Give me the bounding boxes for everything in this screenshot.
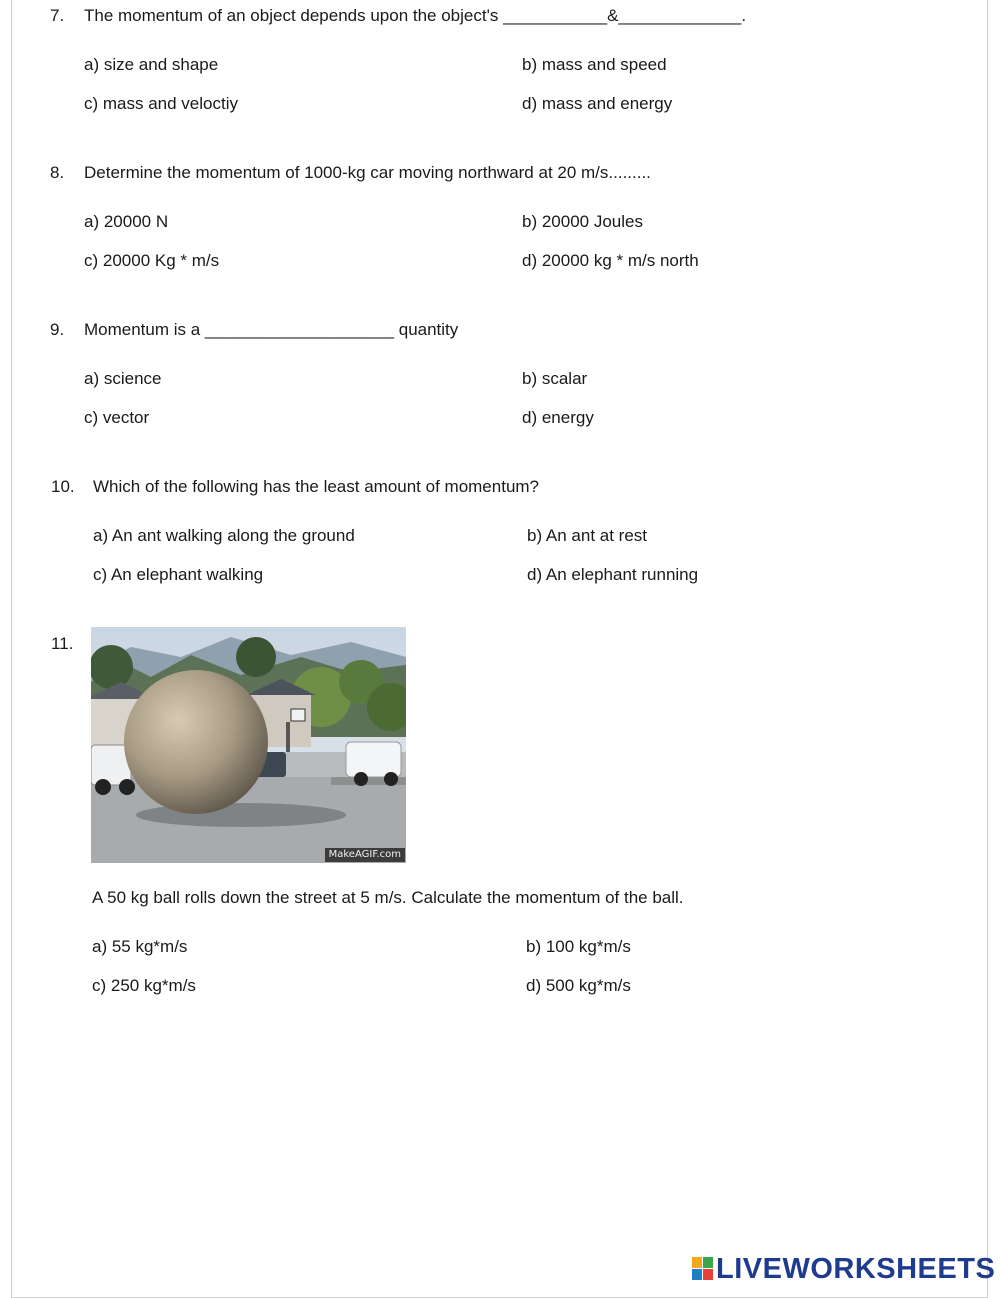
question-7-option-b[interactable]: b) mass and speed bbox=[522, 55, 667, 74]
question-10-option-d[interactable]: d) An elephant running bbox=[527, 565, 699, 584]
liveworksheets-logo-text: LIVEWORKSHEETS bbox=[716, 1253, 996, 1285]
question-11-option-d[interactable]: d) 500 kg*m/s bbox=[526, 976, 631, 995]
question-8-number: 8. bbox=[50, 163, 65, 182]
question-7-number: 7. bbox=[50, 6, 65, 25]
question-7-option-c[interactable]: c) mass and veloctiy bbox=[84, 94, 238, 113]
question-8-option-a[interactable]: a) 20000 N bbox=[84, 212, 169, 231]
liveworksheets-logo-icon bbox=[692, 1257, 714, 1281]
question-7-option-d[interactable]: d) mass and energy bbox=[522, 94, 673, 113]
question-10-option-a[interactable]: a) An ant walking along the ground bbox=[93, 526, 355, 545]
question-7-option-a[interactable]: a) size and shape bbox=[84, 55, 219, 74]
question-11-number: 11. bbox=[51, 634, 74, 653]
question-8-option-c[interactable]: c) 20000 Kg * m/s bbox=[84, 251, 220, 270]
image-watermark: MakeAGIF.com bbox=[325, 848, 405, 862]
question-9-number: 9. bbox=[50, 320, 65, 339]
question-11-option-c[interactable]: c) 250 kg*m/s bbox=[92, 976, 196, 995]
question-11-option-a[interactable]: a) 55 kg*m/s bbox=[92, 937, 188, 956]
question-9-option-d[interactable]: d) energy bbox=[522, 408, 594, 427]
rolling-ball-image bbox=[91, 627, 406, 863]
liveworksheets-logo[interactable] bbox=[692, 1254, 995, 1284]
question-9-option-c[interactable]: c) vector bbox=[84, 408, 150, 427]
question-9-text: Momentum is a ____________________ quantity bbox=[84, 320, 459, 339]
question-8-option-d[interactable]: d) 20000 kg * m/s north bbox=[522, 251, 699, 270]
question-9-option-a[interactable]: a) science bbox=[84, 369, 162, 388]
question-11-text: A 50 kg ball rolls down the street at 5 m/s. Calculate the momentum of the ball. bbox=[92, 888, 684, 907]
question-8-option-b[interactable]: b) 20000 Joules bbox=[522, 212, 643, 231]
question-10-option-b[interactable]: b) An ant at rest bbox=[527, 526, 648, 545]
question-8-text: Determine the momentum of 1000-kg car moving northward at 20 m/s......... bbox=[84, 163, 651, 182]
question-9-option-b[interactable]: b) scalar bbox=[522, 369, 588, 388]
question-10-option-c[interactable]: c) An elephant walking bbox=[93, 565, 264, 584]
question-10-text: Which of the following has the least amount of momentum? bbox=[93, 477, 540, 496]
question-11-option-b[interactable]: b) 100 kg*m/s bbox=[526, 937, 631, 956]
question-10-number: 10. bbox=[51, 477, 75, 496]
rolling-ball-illustration bbox=[91, 627, 406, 863]
question-7-text: The momentum of an object depends upon the object's ___________&_____________. bbox=[84, 6, 747, 25]
